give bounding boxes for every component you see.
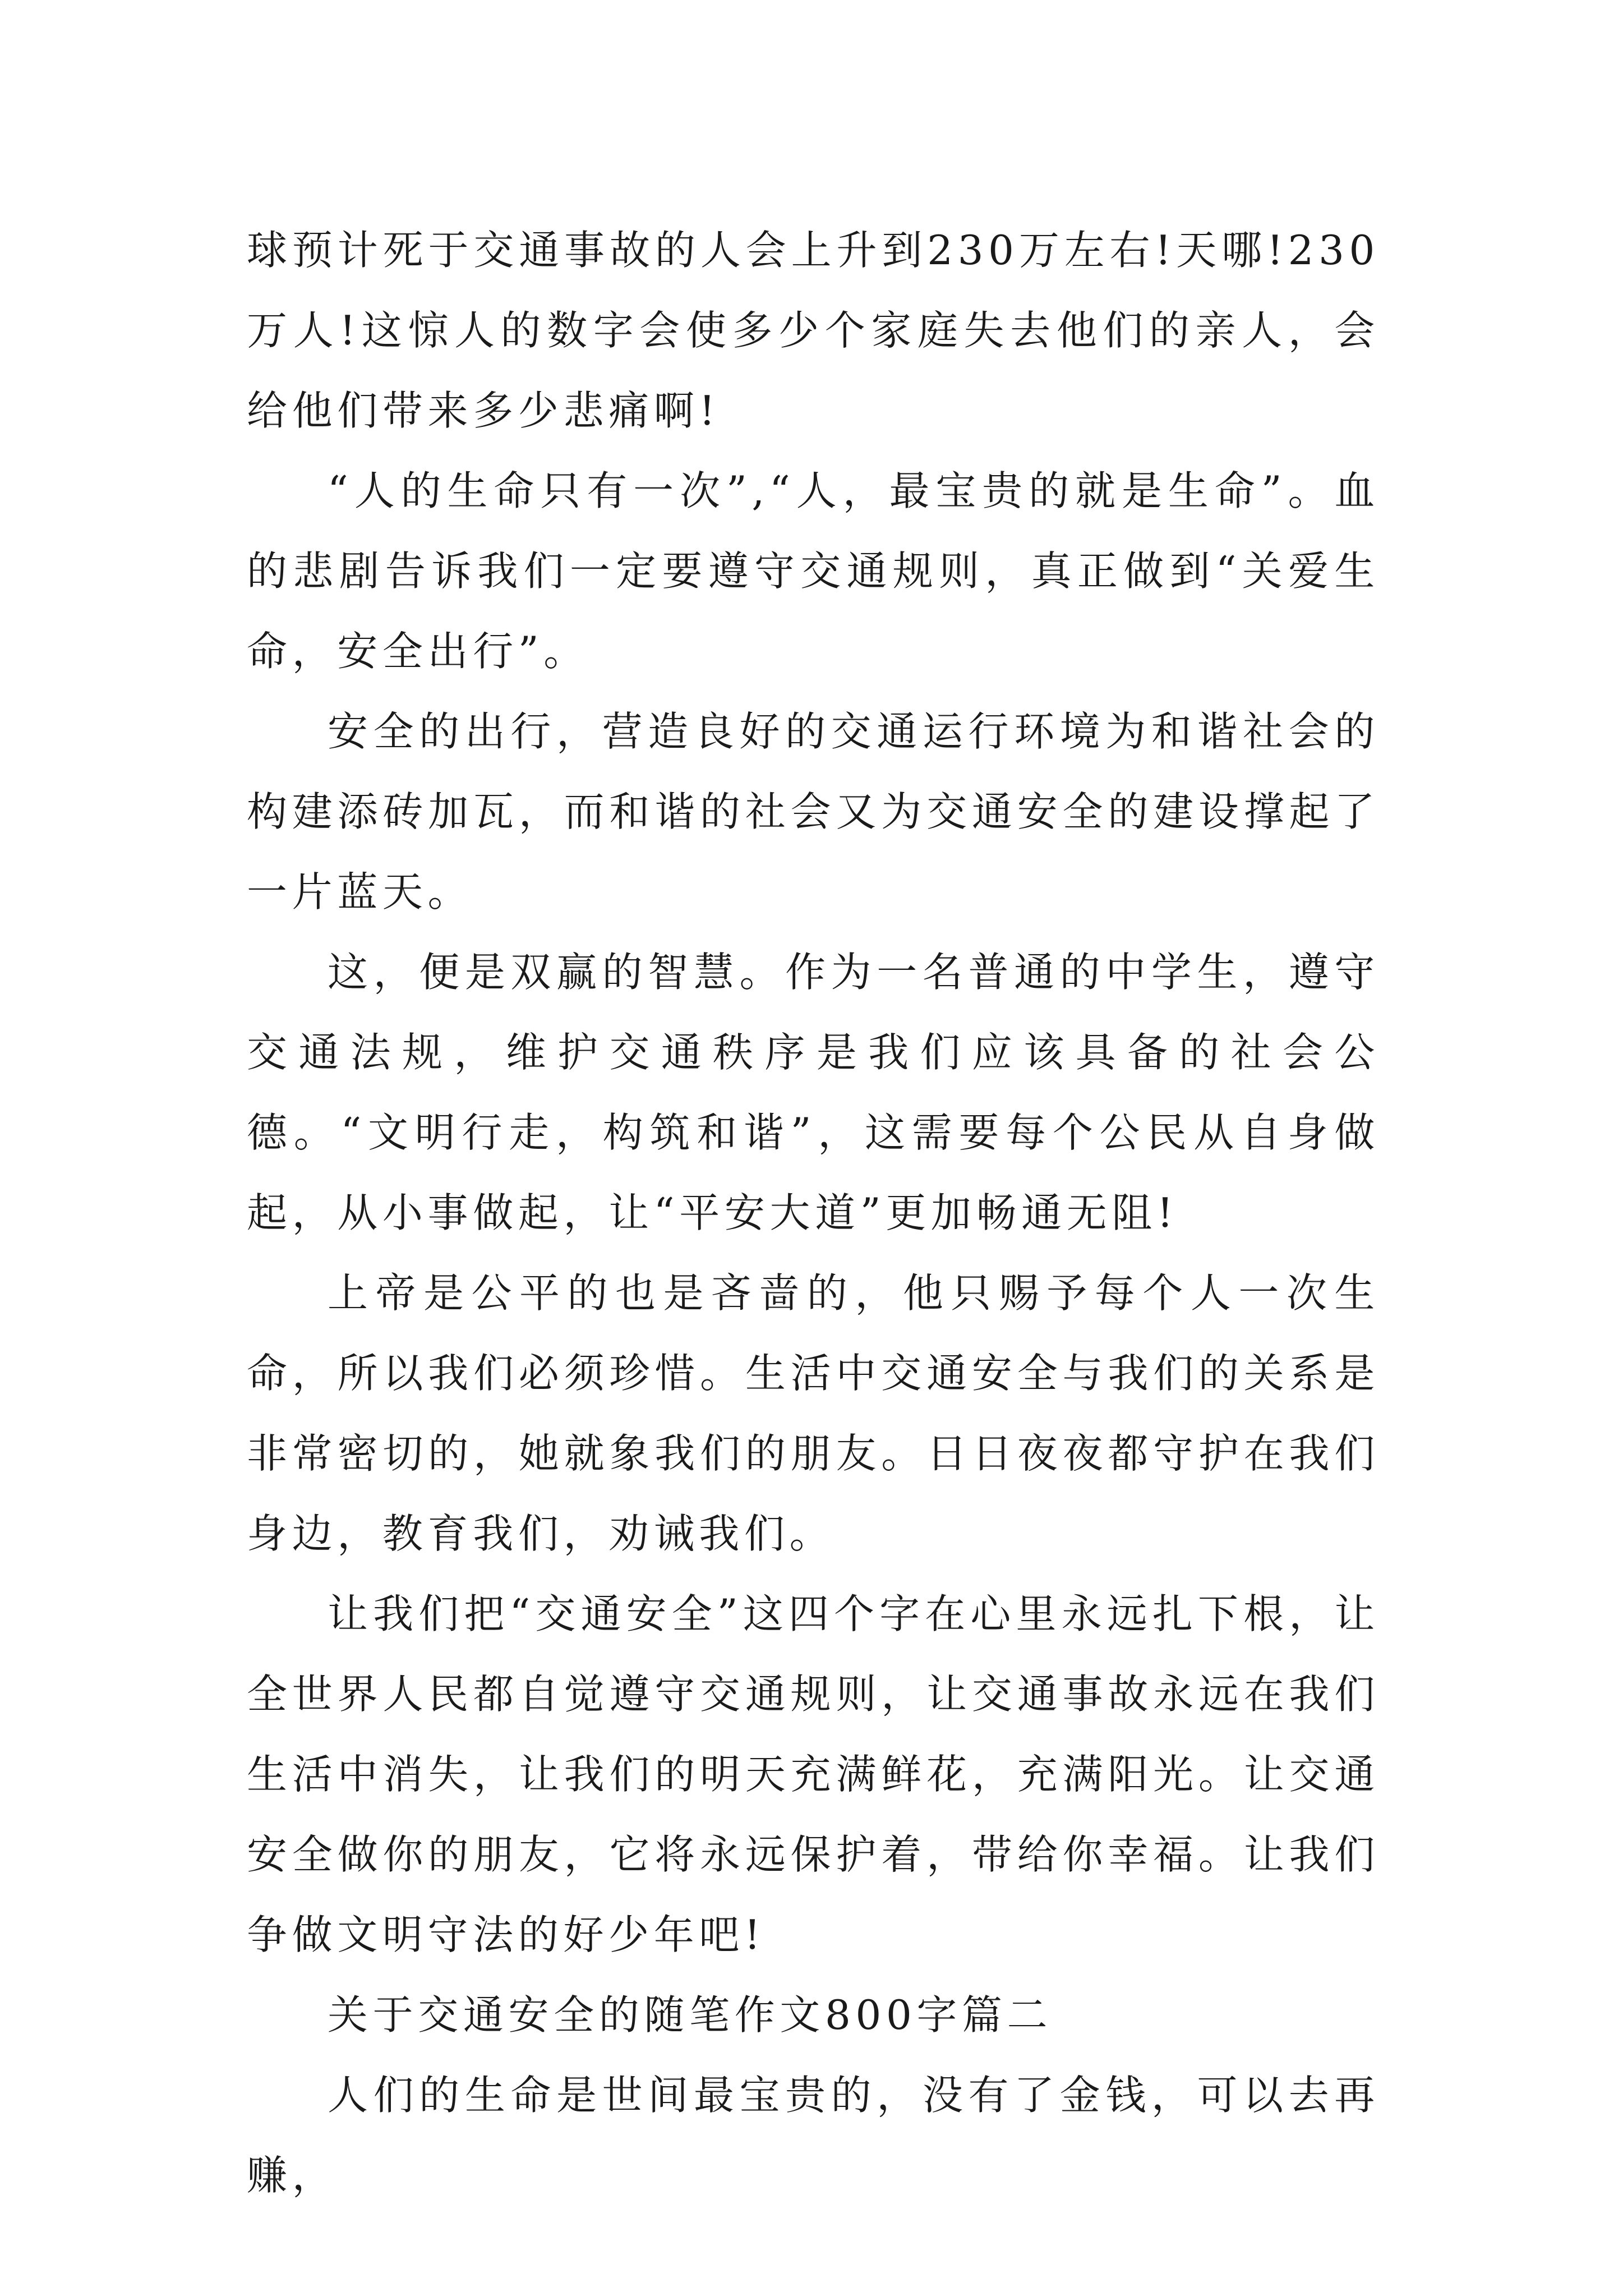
paragraph-safe-travel: 安全的出行，营造良好的交通运行环境为和谐社会的构建添砖加瓦，而和谐的社会又为交通安全的建设撑起了一片蓝天。 — [247, 708, 1380, 915]
paragraph-continued: 球预计死于交通事故的人会上升到230万左右!天哪!230万人!这惊人的数字会使多少个家庭失去他们的亲人，会给他们带来多少悲痛啊! — [247, 227, 1380, 434]
paragraph-life-once: “人的生命只有一次”,“人，最宝贵的就是生命”。血的悲剧告诉我们一定要遵守交通规则，真正做到“关爱生命，安全出行”。 — [247, 467, 1380, 675]
document-body — [247, 210, 1380, 2216]
paragraph-god-fair: 上帝是公平的也是吝啬的，他只赐予每个人一次生命，所以我们必须珍惜。生活中交通安全与我们的关系是非常密切的，她就象我们的朋友。日日夜夜都守护在我们身边，教育我们，劝诫我们。 — [247, 1269, 1380, 1557]
paragraph-root-in-heart: 让我们把“交通安全”这四个字在心里永远扎下根，让全世界人民都自觉遵守交通规则，让交通事故永远在我们生活中消失，让我们的明天充满鲜花，充满阳光。让交通安全做你的朋友，它将永远保护着，带给你幸福。让我们争做文明守法的好少年吧! — [247, 1590, 1380, 1958]
paragraph-life-precious: 人们的生命是世间最宝贵的，没有了金钱，可以去再赚， — [247, 2072, 1380, 2199]
section-heading: 关于交通安全的随笔作文800字篇二 — [328, 1991, 1053, 2039]
paragraph-win-win: 这，便是双赢的智慧。作为一名普通的中学生，遵守交通法规，维护交通秩序是我们应该具备的社会公德。“文明行走，构筑和谐”，这需要每个公民从自身做起，从小事做起，让“平安大道”更加畅通无阻! — [247, 949, 1380, 1236]
